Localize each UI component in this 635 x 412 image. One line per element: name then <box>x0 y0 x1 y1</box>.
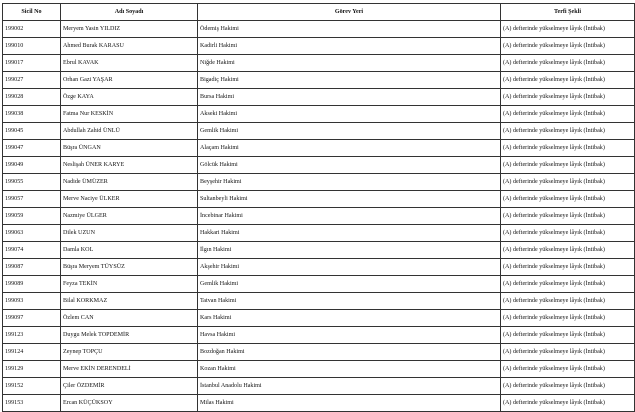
duty-station-cell: Havsa Hakimi <box>198 327 501 344</box>
promotion-table <box>2 3 635 412</box>
sicil-no-cell: 199074 <box>3 242 61 259</box>
table-row <box>3 259 635 276</box>
table-row <box>3 157 635 174</box>
duty-station-cell: Ödemiş Hakimi <box>198 21 501 38</box>
duty-station-cell: Gölcük Hakimi <box>198 157 501 174</box>
name-cell: Nazmiye ÜLGER <box>61 208 198 225</box>
duty-station-cell: Kars Hakimi <box>198 310 501 327</box>
table-row <box>3 395 635 412</box>
sicil-no-cell: 199045 <box>3 123 61 140</box>
name-cell: Büşra Meryem TÜYSÜZ <box>61 259 198 276</box>
promotion-type-cell: (A) defterinde yükselmeye lâyık (İntibak) <box>501 157 635 174</box>
name-cell: Feyza TEKİN <box>61 276 198 293</box>
duty-station-cell: İlgın Hakimi <box>198 242 501 259</box>
duty-station-cell: Akseki Hakimi <box>198 106 501 123</box>
table-row <box>3 225 635 242</box>
promotion-type-cell: (A) defterinde yükselmeye lâyık (İntibak) <box>501 72 635 89</box>
table-row <box>3 293 635 310</box>
header-sicil-no: Sicil No <box>3 4 61 21</box>
promotion-type-cell: (A) defterinde yükselmeye lâyık (İntibak) <box>501 293 635 310</box>
sicil-no-cell: 199010 <box>3 38 61 55</box>
name-cell: Neslişah ÜNER KARYE <box>61 157 198 174</box>
table-row <box>3 140 635 157</box>
promotion-type-cell: (A) defterinde yükselmeye lâyık (İntibak) <box>501 327 635 344</box>
sicil-no-cell: 199124 <box>3 344 61 361</box>
promotion-type-cell: (A) defterinde yükselmeye lâyık (İntibak) <box>501 225 635 242</box>
duty-station-cell: İstanbul Anadolu Hakimi <box>198 378 501 395</box>
sicil-no-cell: 199063 <box>3 225 61 242</box>
duty-station-cell: Hakkari Hakimi <box>198 225 501 242</box>
name-cell: Meryem Yasin YILDIZ <box>61 21 198 38</box>
promotion-type-cell: (A) defterinde yükselmeye lâyık (İntibak) <box>501 191 635 208</box>
table-row <box>3 89 635 106</box>
sicil-no-cell: 199093 <box>3 293 61 310</box>
promotion-type-cell: (A) defterinde yükselmeye lâyık (İntibak) <box>501 310 635 327</box>
name-cell: Merve Naciye ÜLKER <box>61 191 198 208</box>
sicil-no-cell: 199028 <box>3 89 61 106</box>
sicil-no-cell: 199017 <box>3 55 61 72</box>
sicil-no-cell: 199087 <box>3 259 61 276</box>
table-row <box>3 123 635 140</box>
name-cell: Abdullah Zahid ÜNLÜ <box>61 123 198 140</box>
promotion-type-cell: (A) defterinde yükselmeye lâyık (İntibak) <box>501 378 635 395</box>
duty-station-cell: Bozdoğan Hakimi <box>198 344 501 361</box>
duty-station-cell: Bursa Hakimi <box>198 89 501 106</box>
duty-station-cell: Niğde Hakimi <box>198 55 501 72</box>
sicil-no-cell: 199153 <box>3 395 61 412</box>
header-adi-soyadi: Adı Soyadı <box>61 4 198 21</box>
table-header-row <box>3 4 635 21</box>
sicil-no-cell: 199027 <box>3 72 61 89</box>
sicil-no-cell: 199059 <box>3 208 61 225</box>
name-cell: Büşra ÜNGAN <box>61 140 198 157</box>
duty-station-cell: Beyşehir Hakimi <box>198 174 501 191</box>
sicil-no-cell: 199047 <box>3 140 61 157</box>
document-page <box>2 3 634 412</box>
sicil-no-cell: 199057 <box>3 191 61 208</box>
name-cell: Orhan Gazi YAŞAR <box>61 72 198 89</box>
table-row <box>3 276 635 293</box>
table-row <box>3 21 635 38</box>
duty-station-cell: Tatvan Hakimi <box>198 293 501 310</box>
duty-station-cell: Gemlik Hakimi <box>198 123 501 140</box>
table-row <box>3 327 635 344</box>
promotion-type-cell: (A) defterinde yükselmeye lâyık (İntibak) <box>501 140 635 157</box>
name-cell: Duygu Melek TOPDEMİR <box>61 327 198 344</box>
promotion-type-cell: (A) defterinde yükselmeye lâyık (İntibak) <box>501 361 635 378</box>
name-cell: Zeynep TOPÇU <box>61 344 198 361</box>
name-cell: Merve EKİN DERENDELİ <box>61 361 198 378</box>
name-cell: Özlem CAN <box>61 310 198 327</box>
promotion-type-cell: (A) defterinde yükselmeye lâyık (İntibak) <box>501 89 635 106</box>
table-row <box>3 208 635 225</box>
sicil-no-cell: 199049 <box>3 157 61 174</box>
table-row <box>3 55 635 72</box>
duty-station-cell: Kozan Hakimi <box>198 361 501 378</box>
promotion-type-cell: (A) defterinde yükselmeye lâyık (İntibak) <box>501 123 635 140</box>
sicil-no-cell: 199097 <box>3 310 61 327</box>
promotion-type-cell: (A) defterinde yükselmeye lâyık (İntibak) <box>501 38 635 55</box>
table-row <box>3 38 635 55</box>
sicil-no-cell: 199123 <box>3 327 61 344</box>
table-row <box>3 344 635 361</box>
name-cell: Bilal KORKMAZ <box>61 293 198 310</box>
header-terfi-sekli: Terfi Şekli <box>501 4 635 21</box>
name-cell: Dilek UZUN <box>61 225 198 242</box>
header-gorev-yeri: Görev Yeri <box>198 4 501 21</box>
name-cell: Nadide ÜMÜZER <box>61 174 198 191</box>
promotion-type-cell: (A) defterinde yükselmeye lâyık (İntibak) <box>501 395 635 412</box>
name-cell: Ercan KÜÇÜKSOY <box>61 395 198 412</box>
table-row <box>3 191 635 208</box>
promotion-type-cell: (A) defterinde yükselmeye lâyık (İntibak) <box>501 344 635 361</box>
table-row <box>3 174 635 191</box>
duty-station-cell: İncebinar Hakimi <box>198 208 501 225</box>
name-cell: Özge KAYA <box>61 89 198 106</box>
sicil-no-cell: 199129 <box>3 361 61 378</box>
table-row <box>3 72 635 89</box>
name-cell: Fatma Nur KESKİN <box>61 106 198 123</box>
promotion-type-cell: (A) defterinde yükselmeye lâyık (İntibak) <box>501 174 635 191</box>
table-row <box>3 310 635 327</box>
table-body <box>3 21 635 412</box>
name-cell: Çiler ÖZDEMİR <box>61 378 198 395</box>
sicil-no-cell: 199038 <box>3 106 61 123</box>
promotion-type-cell: (A) defterinde yükselmeye lâyık (İntibak) <box>501 208 635 225</box>
duty-station-cell: Gemlik Hakimi <box>198 276 501 293</box>
table-row <box>3 106 635 123</box>
name-cell: Damla KOL <box>61 242 198 259</box>
duty-station-cell: Akşehir Hakimi <box>198 259 501 276</box>
duty-station-cell: Kadirli Hakimi <box>198 38 501 55</box>
duty-station-cell: Alaçam Hakimi <box>198 140 501 157</box>
promotion-type-cell: (A) defterinde yükselmeye lâyık (İntibak) <box>501 242 635 259</box>
promotion-type-cell: (A) defterinde yükselmeye lâyık (İntibak) <box>501 259 635 276</box>
duty-station-cell: Milas Hakimi <box>198 395 501 412</box>
duty-station-cell: Sultanbeyli Hakimi <box>198 191 501 208</box>
sicil-no-cell: 199002 <box>3 21 61 38</box>
table-row <box>3 242 635 259</box>
sicil-no-cell: 199055 <box>3 174 61 191</box>
table-row <box>3 378 635 395</box>
duty-station-cell: Bigadiç Hakimi <box>198 72 501 89</box>
promotion-type-cell: (A) defterinde yükselmeye lâyık (İntibak) <box>501 276 635 293</box>
promotion-type-cell: (A) defterinde yükselmeye lâyık (İntibak) <box>501 21 635 38</box>
name-cell: Ahmed Burak KARASU <box>61 38 198 55</box>
promotion-type-cell: (A) defterinde yükselmeye lâyık (İntibak) <box>501 106 635 123</box>
promotion-type-cell: (A) defterinde yükselmeye lâyık (İntibak) <box>501 55 635 72</box>
sicil-no-cell: 199152 <box>3 378 61 395</box>
sicil-no-cell: 199089 <box>3 276 61 293</box>
table-row <box>3 361 635 378</box>
name-cell: Ebrul KAVAK <box>61 55 198 72</box>
